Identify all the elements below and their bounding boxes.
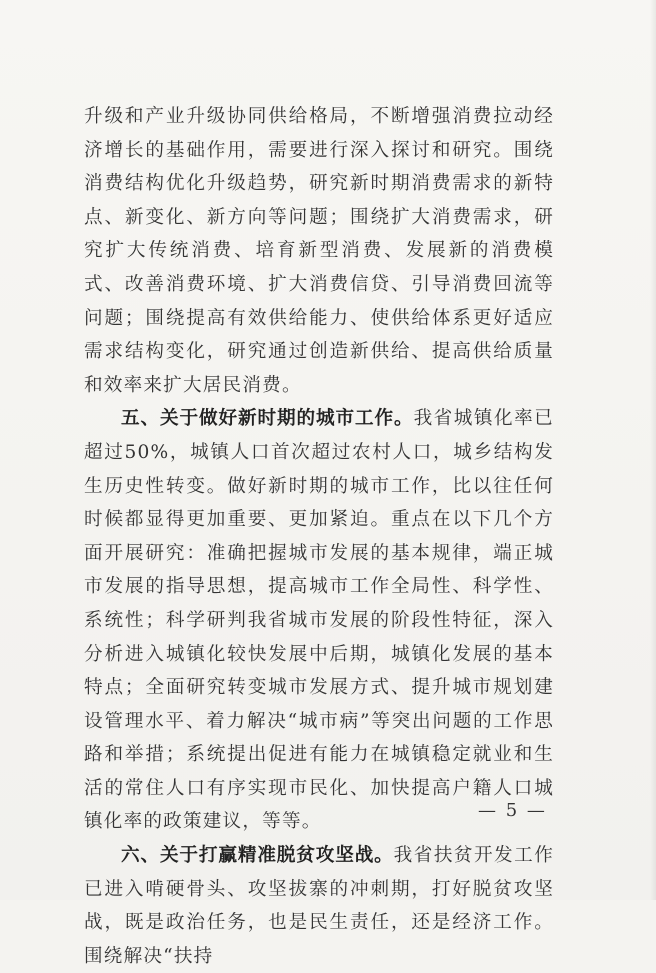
paragraph-consumption (84, 100, 554, 402)
document-body (84, 100, 554, 973)
paragraph-text: 升级和产业升级协同供给格局，不断增强消费拉动经济增长的基础作用，需要进行深入探讨和研究。围绕消费结构优化升级趋势，研究新时期消费需求的新特点、新变化、新方向等问题；围绕扩大消费需求，研究扩大传统消费、培育新型消费、发展新的消费模式、改善消费环境、扩大消费信贷、引导消费回流等问题；围绕提高有效供给能力、使供给体系更好适应需求结构变化，研究通过创造新供给、提高供给质量和效率来扩大居民消费。 (84, 106, 554, 396)
section-heading: 六、关于打赢精准脱贫攻坚战。 (121, 845, 394, 867)
section-heading: 五、关于做好新时期的城市工作。 (121, 408, 414, 430)
section-body: 我省扶贫开发工作已进入啃硬骨头、攻坚拔寨的冲刺期，打好脱贫攻坚战，既是政治任务，也是民生责任，还是经济工作。围绕解决“扶持 (84, 845, 554, 967)
section-body: 我省城镇化率已超过50%，城镇人口首次超过农村人口，城乡结构发生历史性转变。做好新时期的城市工作，比以往任何时候都显得更加重要、更加紧迫。重点在以下几个方面开展研究：准确把握城市发展的基本规律，端正城市发展的指导思想，提高城市工作全局性、科学性、系统性；科学研判我省城市发展的阶段性特征，深入分析进入城镇化较快发展中后期，城镇化发展的基本特点；全面研究转变城市发展方式、提升城市规划建设管理水平、着力解决“城市病”等突出问题的工作思路和举措；系统提出促进有能力在城镇稳定就业和生活的常住人口有序实现市民化、加快提高户籍人口城镇化率的政策建议，等等。 (84, 408, 554, 833)
page-edge-shadow (650, 0, 656, 900)
page-number: — 5 — (478, 800, 547, 821)
section-urban-work (84, 402, 554, 839)
section-poverty-alleviation (84, 839, 554, 973)
